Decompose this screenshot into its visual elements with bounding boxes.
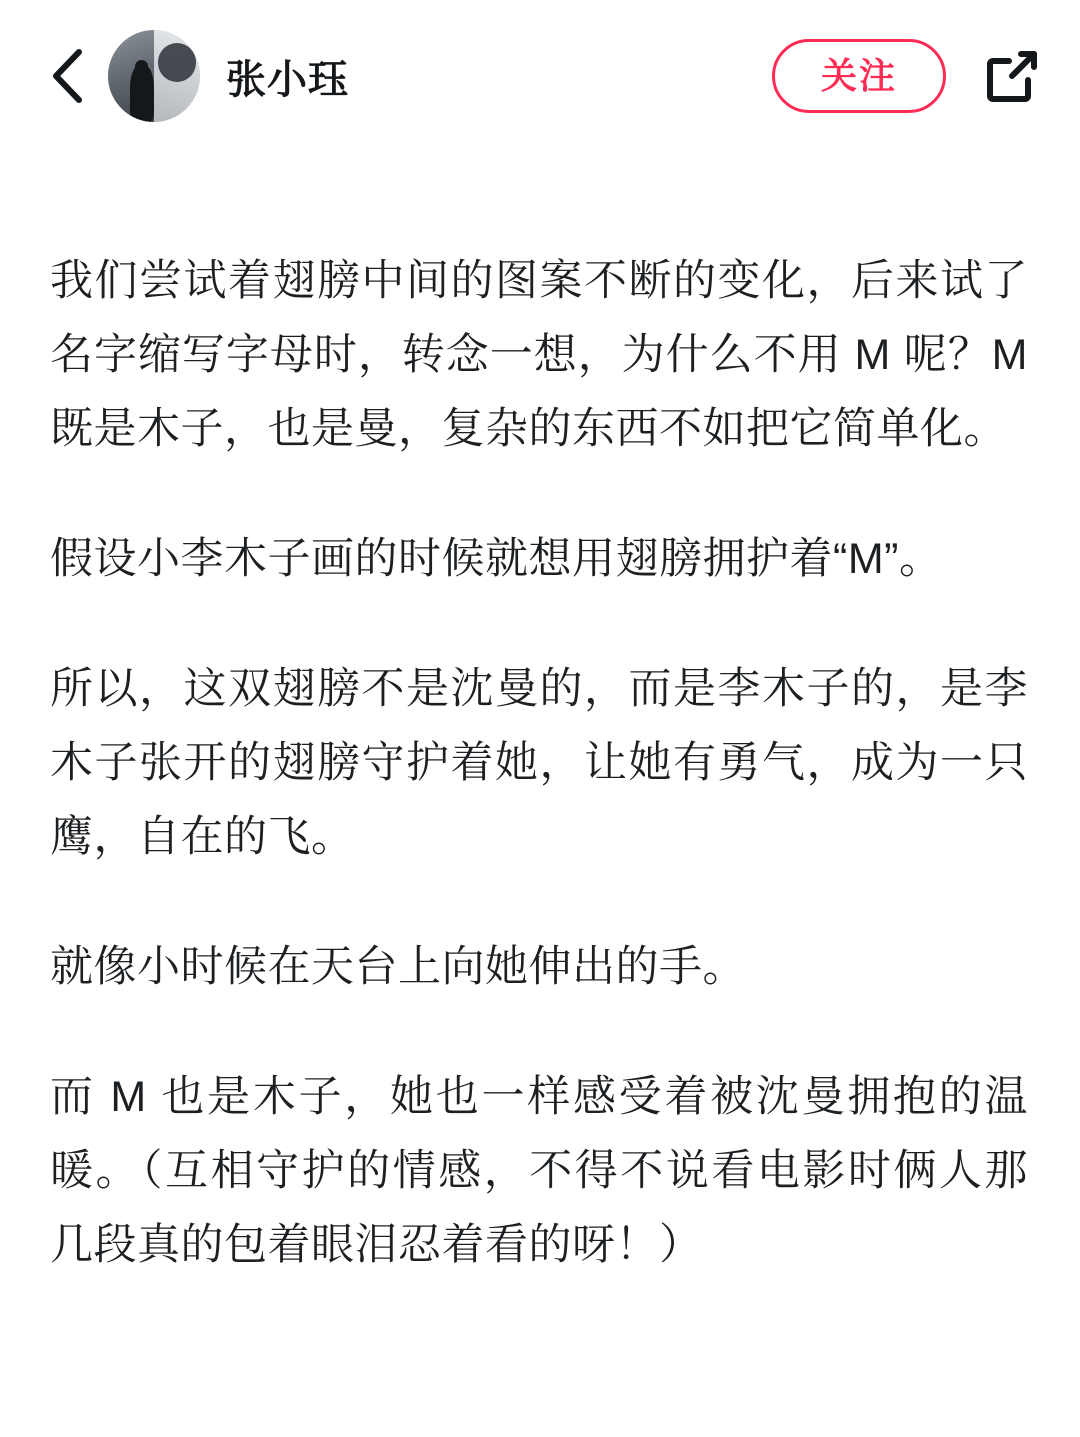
author-name: 张小珏	[226, 57, 349, 102]
article-paragraph: 而 M 也是木子，她也一样感受着被沈曼拥抱的温暖。（互相守护的情感，不得不说看电影时俩人那几段真的包着眼泪忍着看的呀！）	[50, 1073, 1028, 1269]
chevron-left-icon	[47, 47, 87, 105]
avatar[interactable]	[108, 30, 200, 122]
article-paragraph: 所以，这双翅膀不是沈曼的，而是李木子的，是李木子张开的翅膀守护着她，让她有勇气，成为一只鹰，自在的飞。	[50, 665, 1028, 861]
follow-button[interactable]: 关注	[772, 39, 946, 113]
share-button[interactable]	[980, 44, 1044, 108]
avatar-figure-body	[130, 65, 154, 122]
article-paragraph: 就像小时候在天台上向她伸出的手。	[50, 943, 746, 991]
article-paragraph: 我们尝试着翅膀中间的图案不断的变化，后来试了名字缩写字母时，转念一想，为什么不用 M 呢？M 既是木子，也是曼，复杂的东西不如把它简单化。	[50, 257, 1028, 453]
back-button[interactable]	[40, 49, 94, 103]
article-paragraph: 假设小李木子画的时候就想用翅膀拥护着“M”。	[50, 535, 943, 583]
share-external-icon	[983, 47, 1041, 105]
avatar-globe-shape	[158, 43, 197, 82]
article-header	[0, 0, 1080, 152]
article-body	[0, 152, 1080, 1282]
